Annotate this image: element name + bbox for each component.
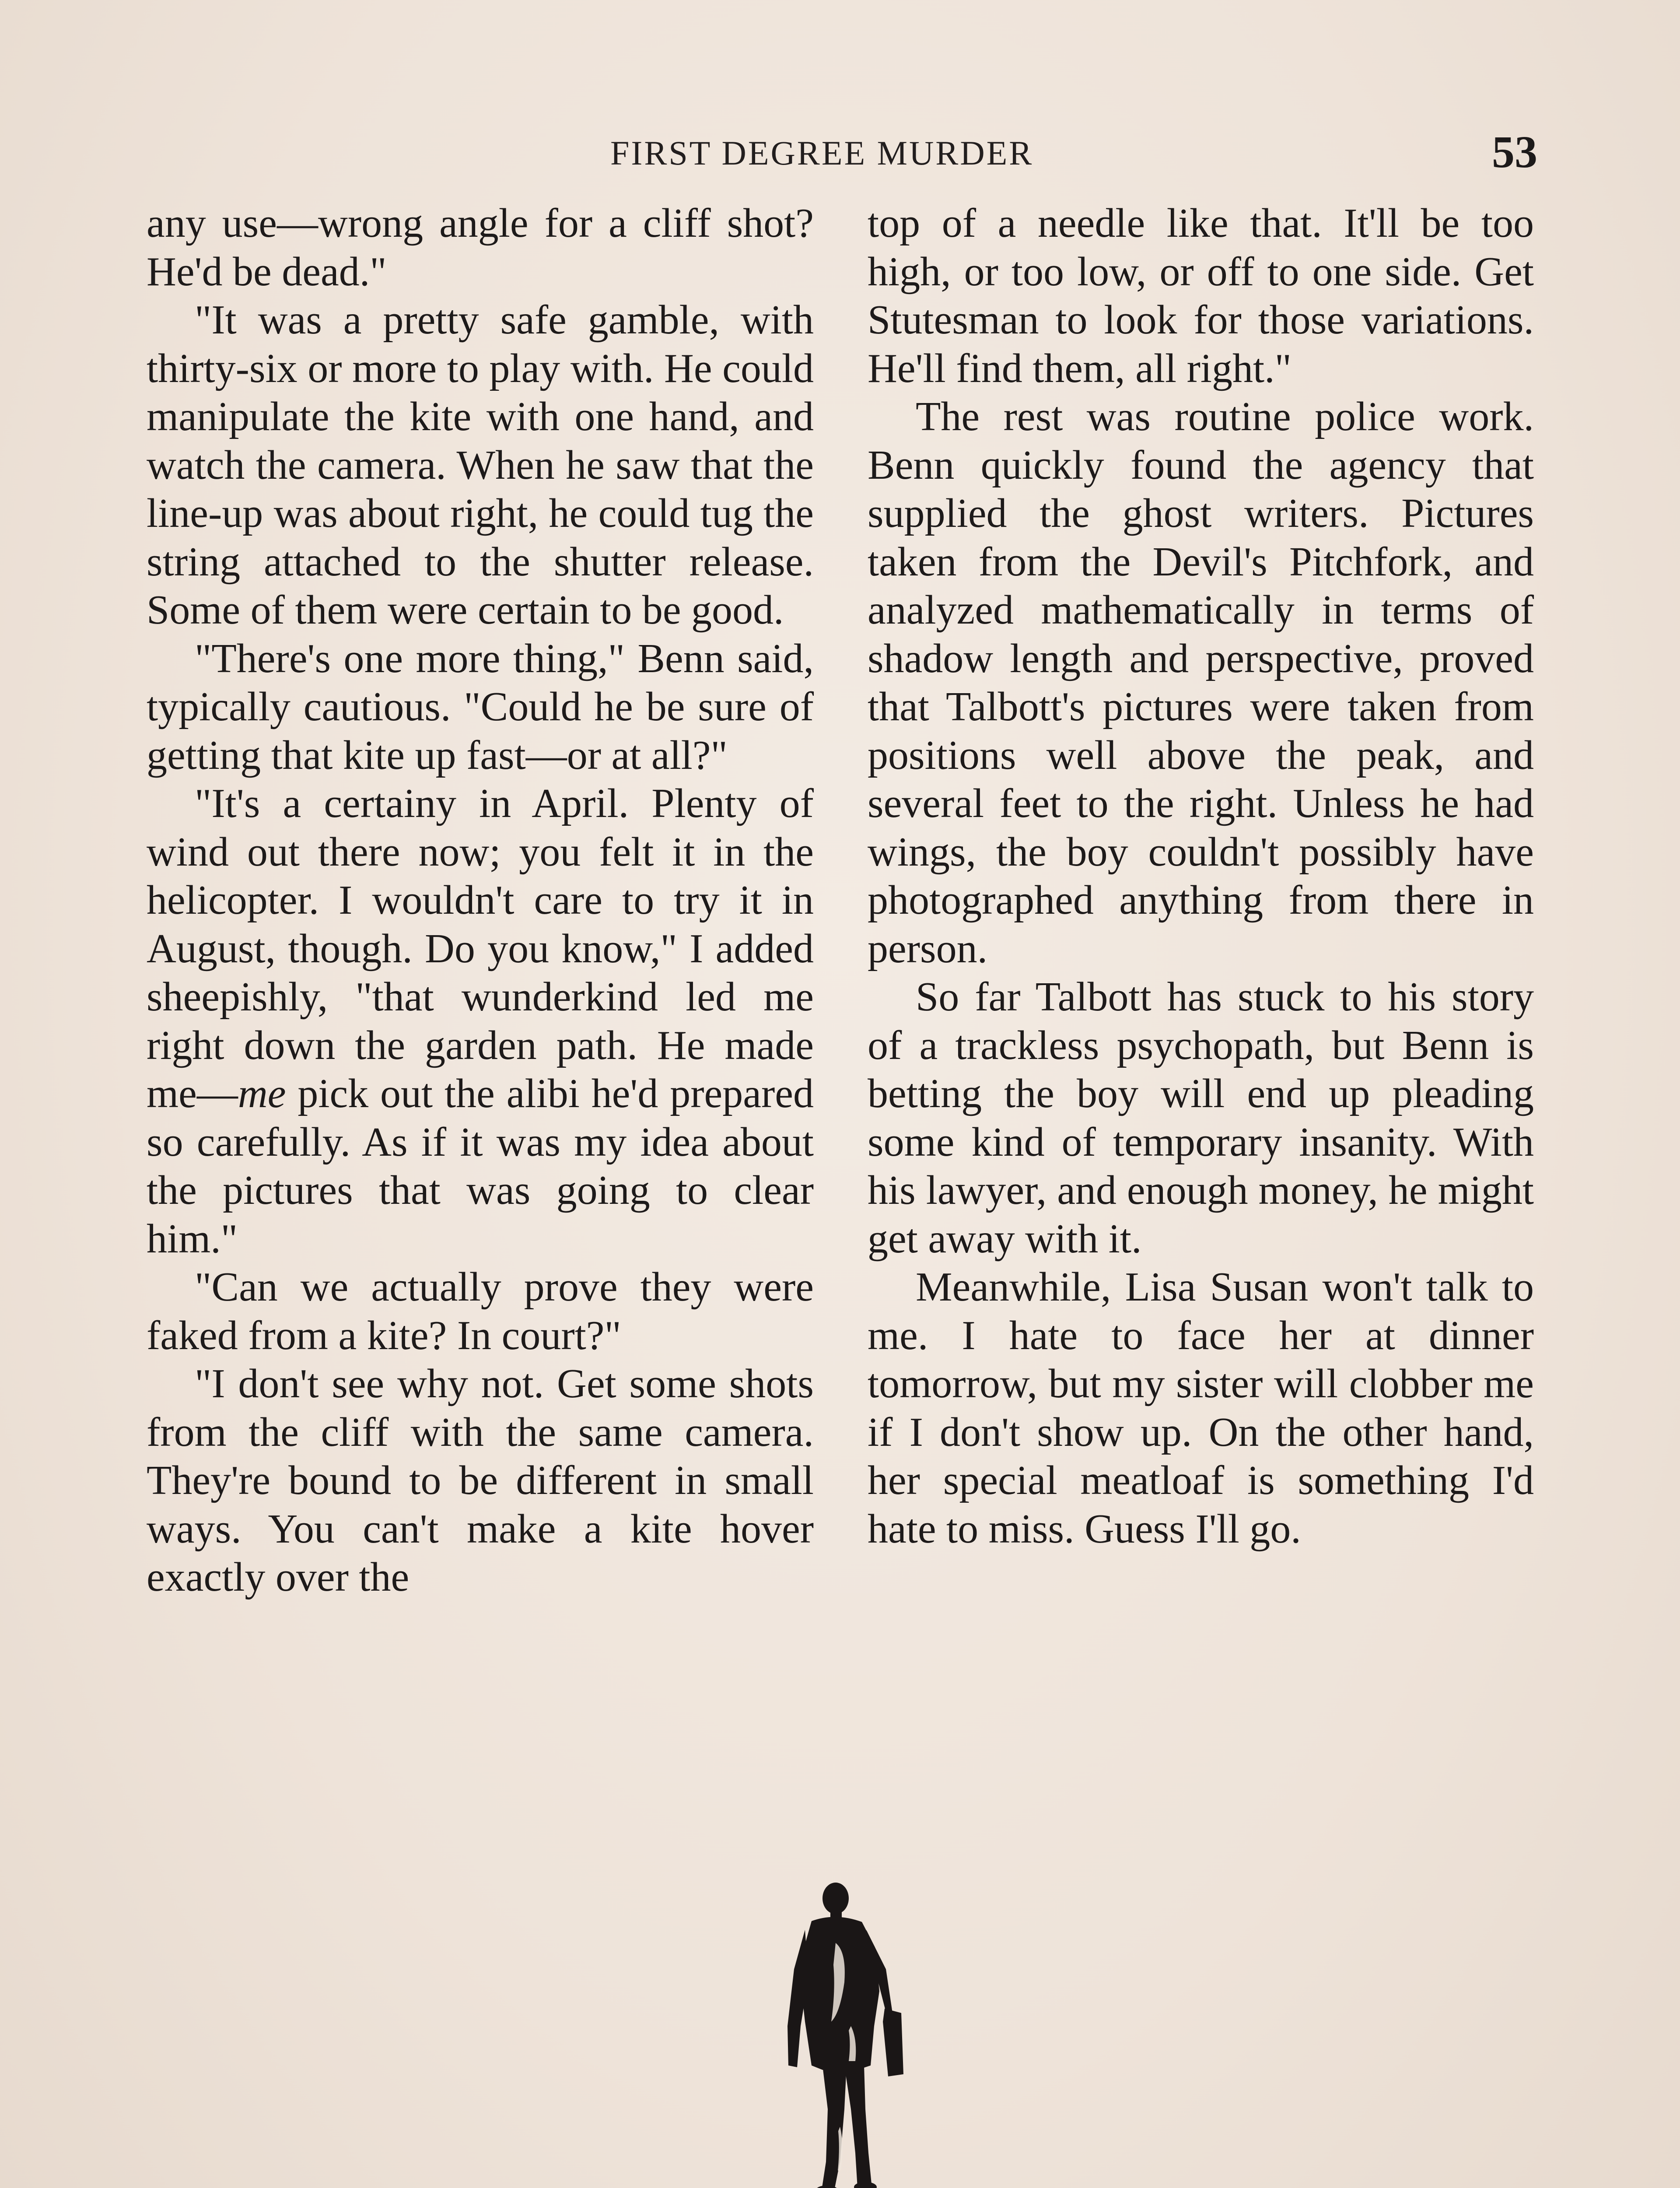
- page-number: 53: [1492, 127, 1537, 177]
- paragraph: any use—wrong angle for a cliff shot? He'd be dead.": [147, 200, 814, 295]
- paragraph: The rest was routine police work. Benn quickly found the agency that supplied the ghost writers. Pictures taken from the Devil's Pitchfork, and analyzed mathematically in terms of shadow length and perspective, proved that Talbott's pictures were taken from positions well above the peak, and several feet to the right. Unless he had wings, the boy couldn't possibly have photographed anything from there in person.: [868, 394, 1534, 971]
- walking-man-silhouette-icon: [770, 1882, 914, 2188]
- left-column: [147, 199, 814, 1602]
- paragraph: "There's one more thing," Benn said, typically cautious. "Could he be sure of getting that kite up fast—or at all?": [147, 635, 814, 778]
- paragraph: Meanwhile, Lisa Susan won't talk to me. I hate to face her at dinner tomorrow, but my sister will clobber me if I don't show up. On the other hand, her special meatloaf is something I'd hate to miss. Guess I'll go.: [868, 1264, 1534, 1552]
- running-head: FIRST DEGREE MURDER: [610, 134, 1034, 172]
- paragraph-text: "It's a certainy in April. Plenty of wind out there now; you felt it in the helicopter. I wouldn't care to try it in August, though. Do you know," I added sheepishly, "that wunderkind led me right down the garden path. He made me—: [147, 781, 814, 1116]
- paragraph: "It was a pretty safe gamble, with thirty-six or more to play with. He could manipulate the kite with one hand, and watch the camera. When he saw that the line-up was about right, he could tug the string attached to the shutter release. Some of them were certain to be good.: [147, 297, 814, 633]
- emphasized-word: me: [238, 1071, 286, 1116]
- paragraph: [147, 779, 814, 1263]
- paragraph: So far Talbott has stuck to his story of a trackless psychopath, but Benn is betting the boy will end up pleading some kind of temporary insanity. With his lawyer, and enough money, he might get away with it.: [868, 974, 1534, 1262]
- paragraph: top of a needle like that. It'll be too high, or too low, or off to one side. Get Stutesman to look for those variations. He'll find them, all right.": [868, 200, 1534, 391]
- right-column: [868, 199, 1534, 1553]
- paragraph-text: pick out the alibi he'd prepared so carefully. As if it was my idea about the pictures that was going to clear him.": [147, 1071, 814, 1262]
- paragraph: "Can we actually prove they were faked from a kite? In court?": [147, 1264, 814, 1358]
- paragraph: "I don't see why not. Get some shots from the cliff with the same camera. They're bound to be different in small ways. You can't make a kite hover exactly over the: [147, 1361, 814, 1600]
